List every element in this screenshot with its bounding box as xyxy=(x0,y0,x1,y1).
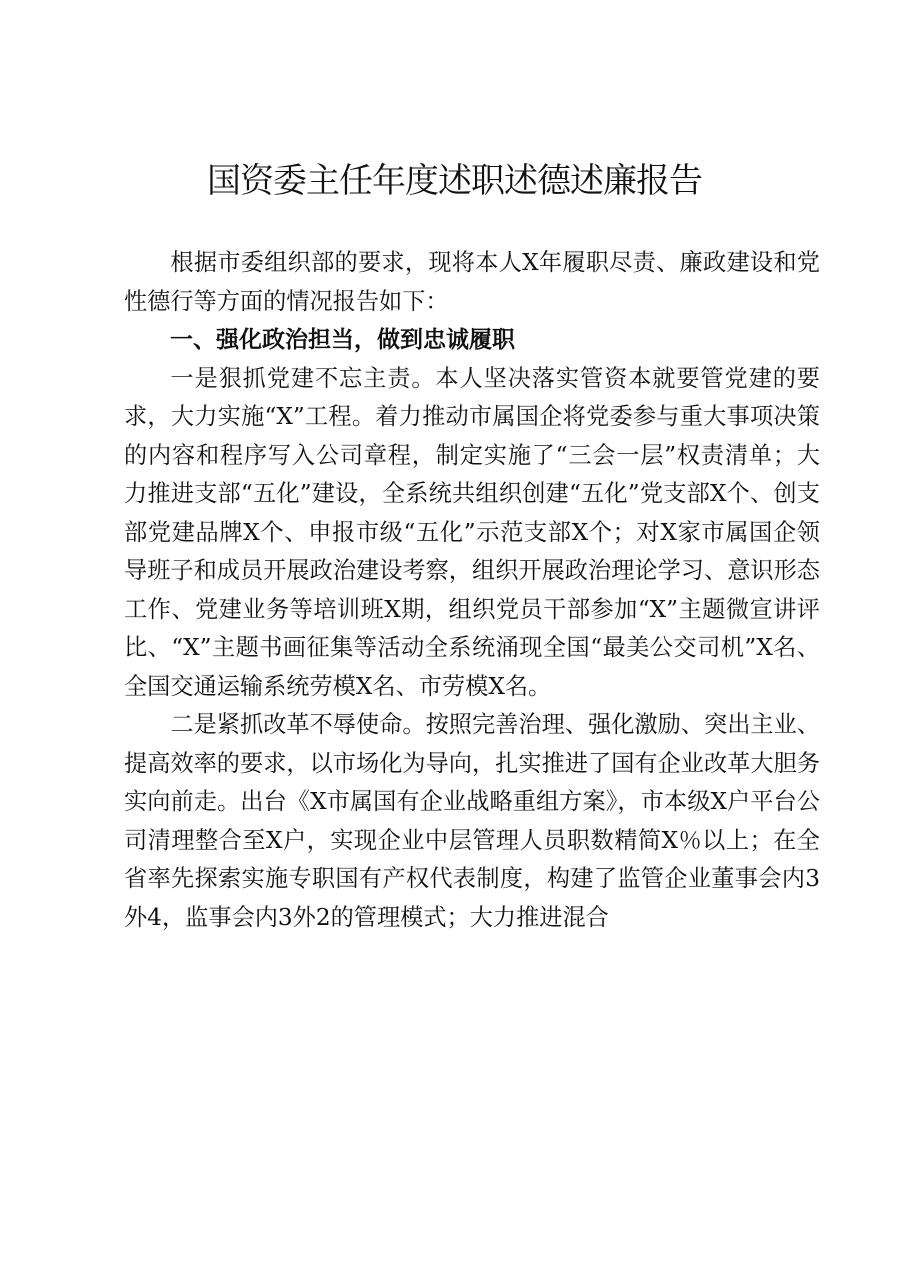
document-title: 国资委主任年度述职述德述廉报告 xyxy=(207,161,702,201)
body-paragraph-1: 一是狠抓党建不忘主责。本人坚决落实管资本就要管党建的要求，大力实施“X”工程。着力推动市属国企将党委参与重大事项决策的内容和程序写入公司章程，制定实施了“三会一层”权责清单；大力推进支部“五化”建设，全系统共组织创建“五化”党支部X个、创支部党建品牌X个、申报市级“五化”示范支部X个；对X家市属国企领导班子和成员开展政治建设考察，组织开展政治理论学习、意识形态工作、党建业务等培训班X期，组织党员干部参加“X”主题微宣讲评比、“X”主题书画征集等活动全系统涌现全国“最美公交司机”X名、全国交通运输系统劳模X名、市劳模X名。 xyxy=(124,364,820,700)
section-heading: 一、强化政治担当，做到忠诚履职 xyxy=(170,327,515,353)
document-body xyxy=(124,244,820,937)
body-paragraph-2: 二是紧抓改革不辱使命。按照完善治理、强化激励、突出主业、提高效率的要求，以市场化为导向，扎实推进了国有企业改革大胆务实向前走。出台《X市属国有企业战略重组方案》，市本级X户平台公司清理整合至X户，实现企业中层管理人员职数精简X％以上；在全省率先探索实施专职国有产权代表制度，构建了监管企业董事会内3外4，监事会内3外2的管理模式；大力推进混合 xyxy=(124,711,820,931)
intro-paragraph: 根据市委组织部的要求，现将本人X年履职尽责、廉政建设和党性德行等方面的情况报告如下： xyxy=(124,249,820,315)
